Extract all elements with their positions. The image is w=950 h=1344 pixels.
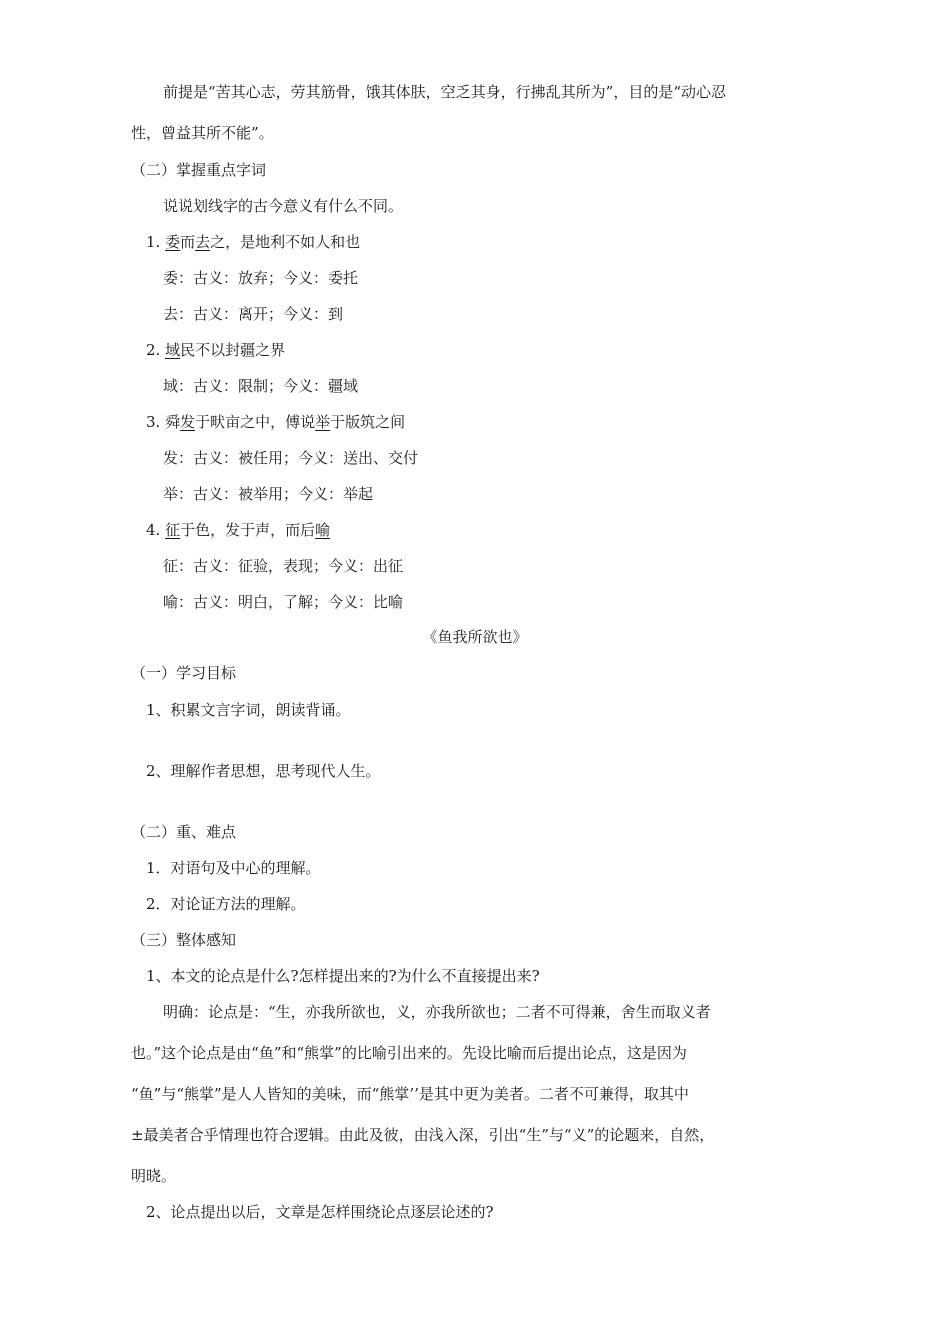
- keyword-note: 委：古义：放弃；今义：委托: [163, 269, 359, 287]
- question-2: 2、论点提出以后，文章是怎样围绕论点逐层论述的?: [146, 1203, 494, 1221]
- underlined-keyword: 发: [180, 413, 196, 431]
- difficulty-item: 1．对语句及中心的理解。: [146, 859, 321, 877]
- underlined-keyword: 喻: [315, 521, 331, 539]
- keyword-note: 举：古义：被举用；今义：举起: [163, 485, 374, 503]
- sentence-text: 之，是地利不如人和也: [210, 233, 361, 251]
- keyword-sentence-4: [146, 520, 330, 540]
- sentence-text: 3. 舜: [146, 413, 181, 431]
- underlined-keyword: 征: [165, 521, 181, 539]
- question-1: 1、本文的论点是什么?怎样提出来的?为什么不直接提出来?: [146, 967, 540, 985]
- sentence-text: 4.: [146, 521, 166, 539]
- keyword-sentence-1: [146, 232, 360, 252]
- sentence-text: 于版筑之间: [330, 413, 406, 431]
- section-heading-overall: （三）整体感知: [131, 931, 237, 949]
- answer-line: “鱼”与“熊掌”是人人皆知的美味，而“熊掌’’是其中更为美者。二者不可兼得，取其中: [131, 1085, 689, 1103]
- underlined-keyword: 去: [195, 233, 211, 251]
- answer-line: 明晓。: [131, 1167, 177, 1185]
- underlined-keyword: 域: [165, 341, 181, 359]
- sentence-text: 于畎亩之中，傅说: [195, 413, 316, 431]
- keyword-sentence-3: [146, 412, 405, 432]
- keyword-note: 喻：古义：明白，了解；今义：比喻: [163, 593, 404, 611]
- lesson-title: 《鱼我所欲也》: [422, 628, 528, 646]
- sentence-text: 民不以封疆之界: [180, 341, 286, 359]
- section-heading-keywords: （二）掌握重点字词: [131, 161, 267, 179]
- sentence-text: 而: [180, 233, 196, 251]
- keyword-note: 域：古义：限制；今义：疆域: [163, 377, 359, 395]
- goal-item: 2、理解作者思想，思考现代人生。: [146, 762, 381, 780]
- intro-line-2: 性，曾益其所不能”。: [131, 124, 274, 142]
- sentence-text: 于色，发于声，而后: [180, 521, 316, 539]
- keywords-prompt: 说说划线字的古今意义有什么不同。: [163, 197, 404, 215]
- underlined-keyword: 举: [315, 413, 331, 431]
- sentence-text: 1.: [146, 233, 166, 251]
- difficulty-item: 2．对论证方法的理解。: [146, 895, 306, 913]
- answer-line: 明确：论点是：“生，亦我所欲也，义，亦我所欲也；二者不可得兼，舍生而取义者: [163, 1003, 711, 1021]
- keyword-note: 征：古义：征验，表现；今义：出征: [163, 557, 404, 575]
- answer-line: 也。”这个论点是由“鱼”和“熊掌”的比喻引出来的。先设比喻而后提出论点，这是因为: [131, 1044, 687, 1062]
- section-heading-goals: （一）学习目标: [131, 664, 237, 682]
- answer-line: ±最美者合乎情理也符合逻辑。由此及彼，由浅入深，引出“生”与“义”的论题来，自然，: [131, 1126, 715, 1144]
- keyword-note: 去：古义：离开；今义：到: [163, 305, 344, 323]
- goal-item: 1、积累文言字词，朗读背诵。: [146, 701, 351, 719]
- sentence-text: 2.: [146, 341, 166, 359]
- underlined-keyword: 委: [165, 233, 181, 251]
- keyword-sentence-2: [146, 340, 285, 360]
- intro-line-1: 前提是“苦其心志，劳其筋骨，饿其体肤，空乏其身，行拂乱其所为”，目的是“动心忍: [163, 83, 727, 101]
- section-heading-difficulties: （二）重、难点: [131, 823, 237, 841]
- keyword-note: 发：古义：被任用；今义：送出、交付: [163, 449, 419, 467]
